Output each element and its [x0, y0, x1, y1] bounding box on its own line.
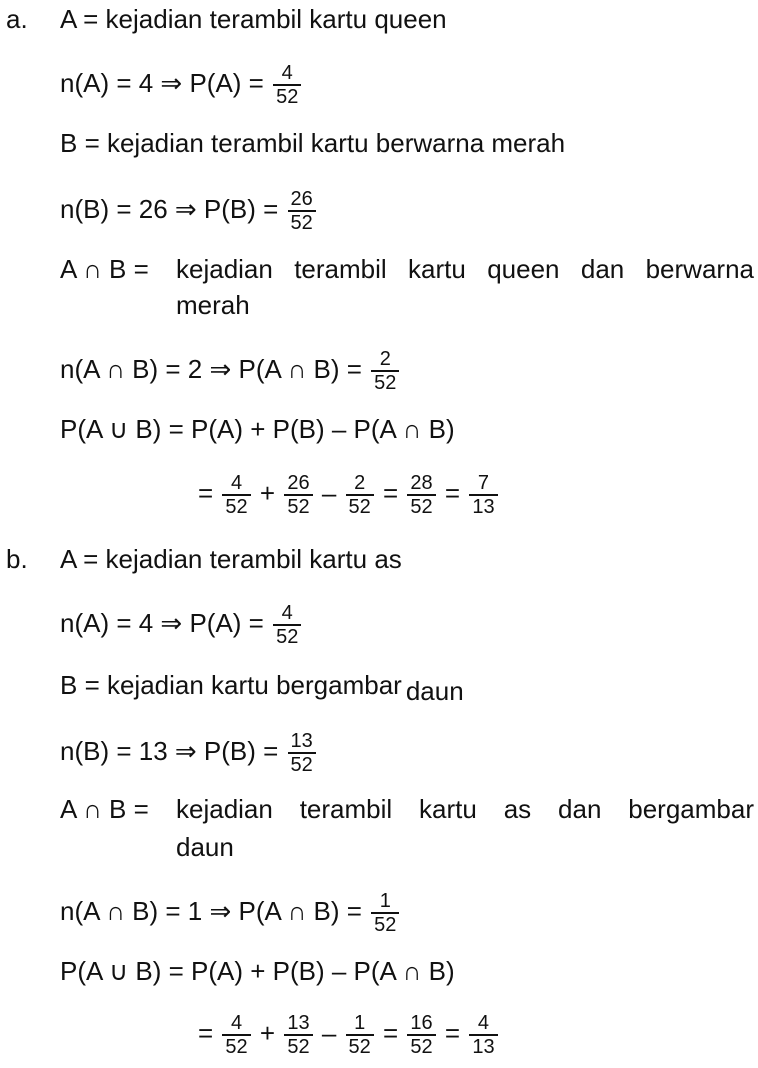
part-a-label: a.: [6, 4, 28, 34]
fraction: $\frac{7}{13}$: [469, 472, 497, 518]
fraction: $\frac{13}{52}$: [288, 730, 316, 776]
part-b-intersection-lhs: A ∩ B =: [60, 794, 149, 824]
part-b-intersection-definition-line1: kejadian terambil kartu as dan bergambar: [176, 794, 754, 824]
part-b-intersection-definition-line2: daun: [176, 832, 234, 862]
part-b-event-b-definition: B = kejadian kartu bergambar daun: [60, 670, 464, 706]
part-b-probability-intersection: n(A ∩ B) = 1 ⇒ P(A ∩ B) = $\frac{1}{52}$: [60, 890, 401, 936]
fraction: $\frac{28}{52}$: [407, 472, 435, 518]
part-a-probability-b: n(B) = 26 ⇒ P(B) = $\frac{26}{52}$: [60, 188, 318, 234]
part-a-event-b-definition: B = kejadian terambil kartu berwarna merah: [60, 128, 566, 158]
part-a-intersection-lhs: A ∩ B =: [60, 254, 149, 284]
fraction: $\frac{26}{52}$: [284, 472, 312, 518]
fraction: $\frac{1}{52}$: [371, 890, 399, 936]
fraction: $\frac{4}{52}$: [273, 602, 301, 648]
part-b-probability-b: n(B) = 13 ⇒ P(B) = $\frac{13}{52}$: [60, 730, 318, 776]
fraction: $\frac{13}{52}$: [284, 1012, 312, 1058]
part-b-label: b.: [6, 544, 28, 574]
fraction: $\frac{26}{52}$: [288, 188, 316, 234]
fraction: $\frac{1}{52}$: [346, 1012, 374, 1058]
part-b-union-formula: P(A ∪ B) = P(A) + P(B) – P(A ∩ B): [60, 956, 455, 986]
part-a-intersection-definition-line1: kejadian terambil kartu queen dan berwarna: [176, 254, 754, 284]
fraction: $\frac{4}{52}$: [273, 62, 301, 108]
part-a-union-calculation: = $\frac{4}{52}$ + $\frac{26}{52}$ – $\frac{2}{52}$ = $\frac{28}{52}$ = $\frac{7}{13}$: [198, 472, 500, 518]
fraction: $\frac{2}{52}$: [346, 472, 374, 518]
fraction: $\frac{4}{13}$: [469, 1012, 497, 1058]
part-a-probability-a: n(A) = 4 ⇒ P(A) = $\frac{4}{52}$: [60, 62, 303, 108]
part-a-probability-intersection: n(A ∩ B) = 2 ⇒ P(A ∩ B) = $\frac{2}{52}$: [60, 348, 401, 394]
part-b-probability-a: n(A) = 4 ⇒ P(A) = $\frac{4}{52}$: [60, 602, 303, 648]
part-b-event-a-definition: A = kejadian terambil kartu as: [60, 544, 402, 574]
fraction: $\frac{2}{52}$: [371, 348, 399, 394]
part-b-union-calculation: = $\frac{4}{52}$ + $\frac{13}{52}$ – $\frac{1}{52}$ = $\frac{16}{52}$ = $\frac{4}{13}$: [198, 1012, 500, 1058]
fraction: $\frac{4}{52}$: [222, 1012, 250, 1058]
fraction: $\frac{16}{52}$: [407, 1012, 435, 1058]
part-a-intersection-definition-line2: merah: [176, 290, 250, 320]
part-a-union-formula: P(A ∪ B) = P(A) + P(B) – P(A ∩ B): [60, 414, 455, 444]
part-a-event-a-definition: A = kejadian terambil kartu queen: [60, 4, 447, 34]
fraction: $\frac{4}{52}$: [222, 472, 250, 518]
